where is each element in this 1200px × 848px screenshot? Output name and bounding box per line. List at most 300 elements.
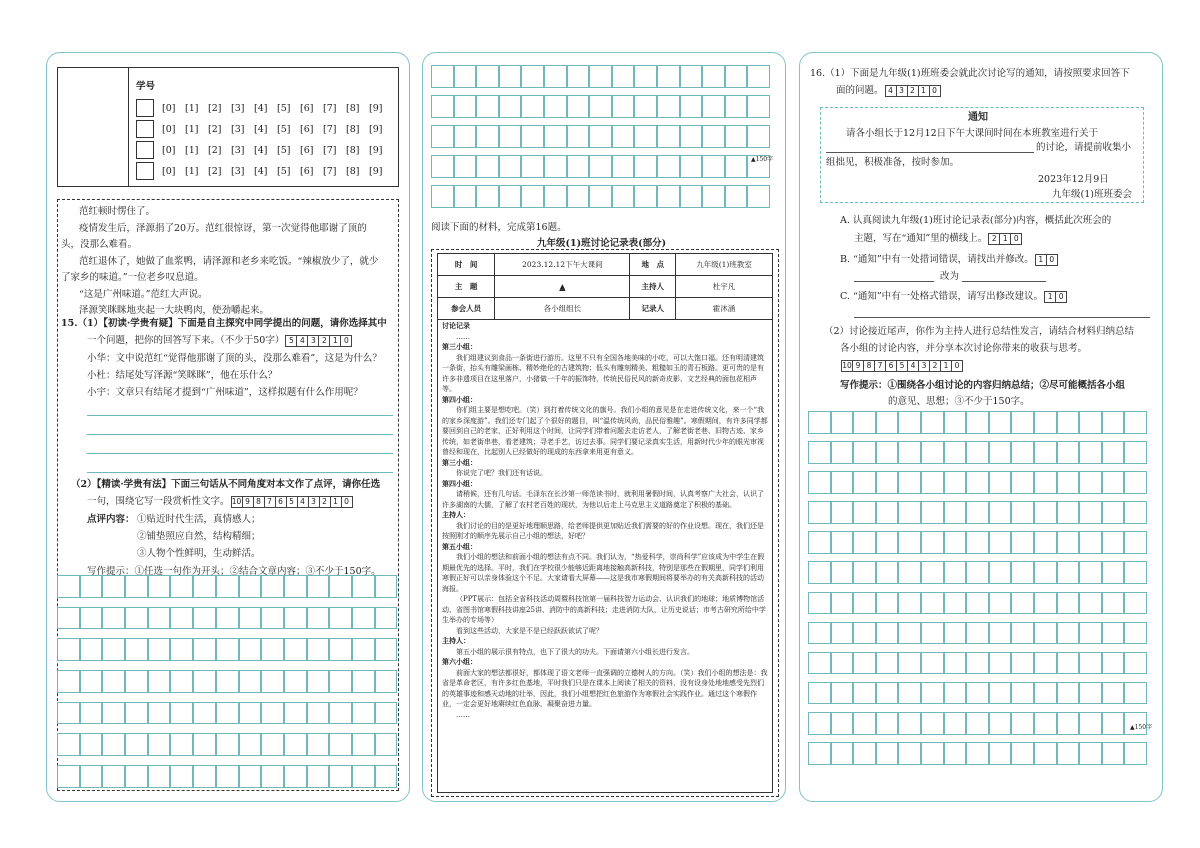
grid-cell[interactable] [148,638,171,661]
grid-cell[interactable] [170,702,193,725]
grid-cell[interactable] [876,652,899,675]
grid-cell[interactable] [1079,652,1102,675]
grid-cell[interactable] [284,733,307,756]
grid-cell[interactable] [216,575,239,598]
grid-cell[interactable] [808,742,831,765]
grid-cell[interactable] [521,155,544,178]
grid-cell[interactable] [170,733,193,756]
grid-cell[interactable] [966,501,989,524]
grid-cell[interactable] [853,531,876,554]
grid-cell[interactable] [1011,712,1034,735]
writing-grid-left[interactable] [57,575,397,788]
grid-cell[interactable] [1057,411,1080,434]
grid-cell[interactable] [1124,531,1147,554]
grid-cell[interactable] [284,607,307,630]
grid-cell[interactable] [1079,682,1102,705]
grid-cell[interactable] [1079,622,1102,645]
grid-cell[interactable] [216,733,239,756]
grid-cell[interactable] [966,682,989,705]
grid-cell[interactable] [193,670,216,693]
grid-cell[interactable] [1034,742,1057,765]
grid-cell[interactable] [431,185,454,208]
grid-cell[interactable] [261,638,284,661]
grid-cell[interactable] [80,765,103,788]
grid-cell[interactable] [808,561,831,584]
grid-cell[interactable] [1011,652,1034,675]
grid-cell[interactable] [634,125,657,148]
grid-cell[interactable] [193,765,216,788]
grid-cell[interactable] [747,185,770,208]
id-digit-box[interactable] [136,120,154,138]
grid-cell[interactable] [329,765,352,788]
grid-cell[interactable] [125,733,148,756]
grid-cell[interactable] [80,702,103,725]
grid-cell[interactable] [476,95,499,118]
grid-cell[interactable] [853,441,876,464]
grid-cell[interactable] [102,607,125,630]
grid-cell[interactable] [567,155,590,178]
grid-cell[interactable] [657,95,680,118]
id-digit-option[interactable]: [4] [254,103,268,114]
grid-cell[interactable] [1057,682,1080,705]
grid-cell[interactable] [747,65,770,88]
id-digit-option[interactable]: [6] [300,124,314,135]
grid-cell[interactable] [148,765,171,788]
answer-line[interactable] [87,415,393,416]
grid-cell[interactable] [612,65,635,88]
grid-cell[interactable] [831,652,854,675]
grid-cell[interactable] [375,702,398,725]
grid-cell[interactable] [808,622,831,645]
grid-cell[interactable] [657,125,680,148]
grid-cell[interactable] [853,501,876,524]
grid-cell[interactable] [284,702,307,725]
grid-cell[interactable] [808,531,831,554]
grid-cell[interactable] [352,733,375,756]
grid-cell[interactable] [589,125,612,148]
grid-cell[interactable] [1124,471,1147,494]
grid-cell[interactable] [1034,531,1057,554]
grid-cell[interactable] [476,185,499,208]
grid-cell[interactable] [239,575,262,598]
id-digit-option[interactable]: [6] [300,103,314,114]
grid-cell[interactable] [944,531,967,554]
grid-cell[interactable] [1034,561,1057,584]
grid-cell[interactable] [921,531,944,554]
grid-cell[interactable] [831,501,854,524]
grid-cell[interactable] [876,592,899,615]
grid-cell[interactable] [1124,742,1147,765]
grid-cell[interactable] [989,592,1012,615]
grid-cell[interactable] [853,561,876,584]
grid-cell[interactable] [966,441,989,464]
grid-cell[interactable] [853,682,876,705]
id-digit-box[interactable] [136,162,154,180]
grid-cell[interactable] [454,185,477,208]
grid-cell[interactable] [1102,561,1125,584]
grid-cell[interactable] [1124,592,1147,615]
grid-cell[interactable] [831,712,854,735]
grid-cell[interactable] [808,501,831,524]
grid-cell[interactable] [1057,441,1080,464]
grid-cell[interactable] [170,670,193,693]
grid-cell[interactable] [680,185,703,208]
grid-cell[interactable] [1102,592,1125,615]
grid-cell[interactable] [454,125,477,148]
id-digit-option[interactable]: [9] [369,145,383,156]
grid-cell[interactable] [1057,561,1080,584]
grid-cell[interactable] [989,622,1012,645]
grid-cell[interactable] [80,733,103,756]
grid-cell[interactable] [989,531,1012,554]
grid-cell[interactable] [876,411,899,434]
grid-cell[interactable] [725,65,748,88]
grid-cell[interactable] [1034,712,1057,735]
id-digit-option[interactable]: [2] [208,166,222,177]
grid-cell[interactable] [102,670,125,693]
grid-cell[interactable] [239,702,262,725]
grid-cell[interactable] [989,652,1012,675]
grid-cell[interactable] [921,561,944,584]
grid-cell[interactable] [148,733,171,756]
notice-blank[interactable] [826,152,1034,153]
grid-cell[interactable] [261,702,284,725]
grid-cell[interactable] [989,561,1012,584]
answer-blank-b1[interactable] [854,281,934,282]
grid-cell[interactable] [944,471,967,494]
id-digit-option[interactable]: [3] [231,145,245,156]
grid-cell[interactable] [193,638,216,661]
grid-cell[interactable] [898,501,921,524]
grid-cell[interactable] [944,592,967,615]
grid-cell[interactable] [989,742,1012,765]
grid-cell[interactable] [657,155,680,178]
grid-cell[interactable] [476,65,499,88]
grid-cell[interactable] [352,670,375,693]
grid-cell[interactable] [57,575,80,598]
writing-grid-middle[interactable] [431,65,770,208]
id-digit-option[interactable]: [8] [346,145,360,156]
id-digit-option[interactable]: [2] [208,145,222,156]
grid-cell[interactable] [876,561,899,584]
id-digit-option[interactable]: [5] [277,145,291,156]
grid-cell[interactable] [284,765,307,788]
grid-cell[interactable] [1079,712,1102,735]
grid-cell[interactable] [1057,652,1080,675]
grid-cell[interactable] [57,670,80,693]
grid-cell[interactable] [567,125,590,148]
grid-cell[interactable] [1057,622,1080,645]
grid-cell[interactable] [352,575,375,598]
grid-cell[interactable] [589,65,612,88]
grid-cell[interactable] [1079,411,1102,434]
grid-cell[interactable] [702,125,725,148]
id-digit-option[interactable]: [3] [231,124,245,135]
grid-cell[interactable] [944,411,967,434]
grid-cell[interactable] [1124,441,1147,464]
grid-cell[interactable] [921,742,944,765]
grid-cell[interactable] [125,670,148,693]
id-digit-box[interactable] [136,99,154,117]
grid-cell[interactable] [329,638,352,661]
grid-cell[interactable] [831,441,854,464]
grid-cell[interactable] [170,638,193,661]
grid-cell[interactable] [966,411,989,434]
grid-cell[interactable] [239,607,262,630]
grid-cell[interactable] [853,712,876,735]
grid-cell[interactable] [567,95,590,118]
grid-cell[interactable] [1102,531,1125,554]
grid-cell[interactable] [725,155,748,178]
grid-cell[interactable] [352,638,375,661]
grid-cell[interactable] [989,682,1012,705]
grid-cell[interactable] [1124,501,1147,524]
grid-cell[interactable] [125,607,148,630]
grid-cell[interactable] [680,95,703,118]
grid-cell[interactable] [634,95,657,118]
grid-cell[interactable] [1011,411,1034,434]
grid-cell[interactable] [1057,531,1080,554]
grid-cell[interactable] [702,185,725,208]
grid-cell[interactable] [567,65,590,88]
grid-cell[interactable] [125,575,148,598]
grid-cell[interactable] [307,607,330,630]
grid-cell[interactable] [80,638,103,661]
grid-cell[interactable] [148,702,171,725]
grid-cell[interactable] [1011,742,1034,765]
grid-cell[interactable] [1079,501,1102,524]
id-digit-option[interactable]: [1] [185,145,199,156]
grid-cell[interactable] [1034,501,1057,524]
grid-cell[interactable] [216,765,239,788]
grid-cell[interactable] [499,125,522,148]
grid-cell[interactable] [808,712,831,735]
grid-cell[interactable] [1011,531,1034,554]
grid-cell[interactable] [876,441,899,464]
grid-cell[interactable] [80,575,103,598]
grid-cell[interactable] [989,712,1012,735]
grid-cell[interactable] [375,638,398,661]
grid-cell[interactable] [989,441,1012,464]
grid-cell[interactable] [1102,742,1125,765]
grid-cell[interactable] [1034,441,1057,464]
grid-cell[interactable] [966,712,989,735]
grid-cell[interactable] [1011,592,1034,615]
grid-cell[interactable] [589,95,612,118]
grid-cell[interactable] [80,607,103,630]
grid-cell[interactable] [148,607,171,630]
grid-cell[interactable] [921,652,944,675]
grid-cell[interactable] [944,501,967,524]
id-digit-option[interactable]: [9] [369,103,383,114]
grid-cell[interactable] [239,733,262,756]
grid-cell[interactable] [544,155,567,178]
grid-cell[interactable] [375,670,398,693]
grid-cell[interactable] [431,125,454,148]
grid-cell[interactable] [1011,441,1034,464]
grid-cell[interactable] [216,670,239,693]
grid-cell[interactable] [476,155,499,178]
grid-cell[interactable] [876,471,899,494]
grid-cell[interactable] [853,411,876,434]
id-digit-option[interactable]: [4] [254,145,268,156]
id-digit-option[interactable]: [5] [277,103,291,114]
grid-cell[interactable] [898,712,921,735]
answer-line[interactable] [87,434,393,435]
grid-cell[interactable] [898,592,921,615]
grid-cell[interactable] [612,125,635,148]
grid-cell[interactable] [921,471,944,494]
grid-cell[interactable] [1102,712,1125,735]
grid-cell[interactable] [1034,592,1057,615]
grid-cell[interactable] [876,622,899,645]
grid-cell[interactable] [261,575,284,598]
grid-cell[interactable] [1102,652,1125,675]
grid-cell[interactable] [1034,652,1057,675]
id-digit-option[interactable]: [7] [323,145,337,156]
grid-cell[interactable] [1124,652,1147,675]
grid-cell[interactable] [944,652,967,675]
grid-cell[interactable] [329,607,352,630]
grid-cell[interactable] [193,702,216,725]
id-digit-option[interactable]: [0] [162,166,176,177]
grid-cell[interactable] [261,607,284,630]
grid-cell[interactable] [1102,441,1125,464]
grid-cell[interactable] [831,411,854,434]
grid-cell[interactable] [589,155,612,178]
grid-cell[interactable] [1102,501,1125,524]
grid-cell[interactable] [216,638,239,661]
grid-cell[interactable] [808,411,831,434]
grid-cell[interactable] [1079,742,1102,765]
grid-cell[interactable] [125,765,148,788]
grid-cell[interactable] [989,471,1012,494]
grid-cell[interactable] [898,561,921,584]
grid-cell[interactable] [193,607,216,630]
id-digit-option[interactable]: [8] [346,166,360,177]
grid-cell[interactable] [375,607,398,630]
grid-cell[interactable] [808,652,831,675]
grid-cell[interactable] [898,682,921,705]
grid-cell[interactable] [567,185,590,208]
grid-cell[interactable] [831,471,854,494]
grid-cell[interactable] [329,733,352,756]
answer-blank-c[interactable] [854,317,1150,318]
grid-cell[interactable] [831,561,854,584]
grid-cell[interactable] [307,670,330,693]
grid-cell[interactable] [966,471,989,494]
grid-cell[interactable] [57,733,80,756]
grid-cell[interactable] [352,702,375,725]
grid-cell[interactable] [1102,622,1125,645]
grid-cell[interactable] [898,411,921,434]
grid-cell[interactable] [921,441,944,464]
grid-cell[interactable] [876,682,899,705]
grid-cell[interactable] [521,95,544,118]
grid-cell[interactable] [1011,622,1034,645]
grid-cell[interactable] [1079,531,1102,554]
grid-cell[interactable] [476,125,499,148]
id-digit-option[interactable]: [9] [369,124,383,135]
grid-cell[interactable] [1057,501,1080,524]
grid-cell[interactable] [966,652,989,675]
grid-cell[interactable] [307,765,330,788]
grid-cell[interactable] [454,65,477,88]
grid-cell[interactable] [454,95,477,118]
grid-cell[interactable] [831,622,854,645]
grid-cell[interactable] [1011,471,1034,494]
grid-cell[interactable] [853,742,876,765]
grid-cell[interactable] [102,638,125,661]
grid-cell[interactable] [898,531,921,554]
grid-cell[interactable] [521,65,544,88]
grid-cell[interactable] [1124,561,1147,584]
grid-cell[interactable] [431,65,454,88]
id-digit-option[interactable]: [3] [231,103,245,114]
answer-line[interactable] [87,453,393,454]
grid-cell[interactable] [1079,592,1102,615]
grid-cell[interactable] [57,607,80,630]
grid-cell[interactable] [853,622,876,645]
grid-cell[interactable] [921,411,944,434]
id-digit-option[interactable]: [8] [346,103,360,114]
grid-cell[interactable] [634,155,657,178]
grid-cell[interactable] [1057,592,1080,615]
grid-cell[interactable] [944,622,967,645]
grid-cell[interactable] [589,185,612,208]
id-digit-option[interactable]: [3] [231,166,245,177]
grid-cell[interactable] [170,607,193,630]
grid-cell[interactable] [898,742,921,765]
answer-line[interactable] [87,472,393,473]
grid-cell[interactable] [876,742,899,765]
grid-cell[interactable] [1079,441,1102,464]
id-digit-option[interactable]: [2] [208,103,222,114]
grid-cell[interactable] [1057,471,1080,494]
grid-cell[interactable] [921,712,944,735]
grid-cell[interactable] [102,702,125,725]
grid-cell[interactable] [499,155,522,178]
grid-cell[interactable] [499,185,522,208]
id-digit-option[interactable]: [7] [323,103,337,114]
grid-cell[interactable] [521,125,544,148]
grid-cell[interactable] [1102,682,1125,705]
grid-cell[interactable] [808,441,831,464]
grid-cell[interactable] [261,765,284,788]
grid-cell[interactable] [544,185,567,208]
grid-cell[interactable] [853,652,876,675]
id-digit-option[interactable]: [8] [346,124,360,135]
grid-cell[interactable] [1057,712,1080,735]
grid-cell[interactable] [1034,682,1057,705]
grid-cell[interactable] [831,531,854,554]
writing-grid-right[interactable] [808,411,1147,765]
id-digit-option[interactable]: [5] [277,166,291,177]
grid-cell[interactable] [431,155,454,178]
grid-cell[interactable] [725,125,748,148]
grid-cell[interactable] [544,95,567,118]
grid-cell[interactable] [102,575,125,598]
grid-cell[interactable] [148,670,171,693]
id-digit-option[interactable]: [7] [323,166,337,177]
grid-cell[interactable] [1011,682,1034,705]
grid-cell[interactable] [170,575,193,598]
answer-blank-b2[interactable] [962,281,1046,282]
grid-cell[interactable] [680,125,703,148]
grid-cell[interactable] [966,622,989,645]
grid-cell[interactable] [612,185,635,208]
grid-cell[interactable] [876,501,899,524]
